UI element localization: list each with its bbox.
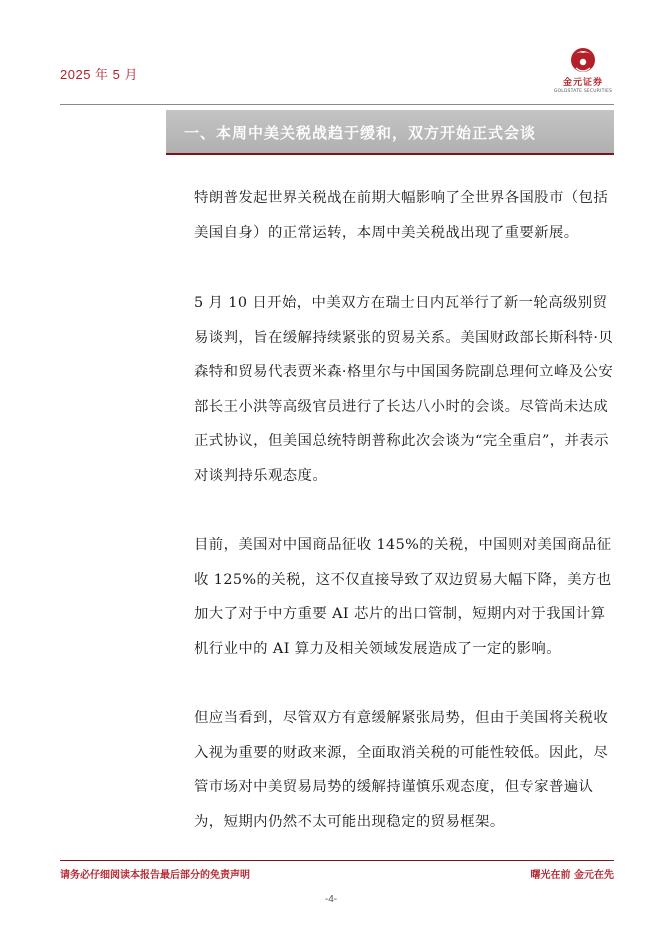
- logo-name-en: GOLDSTATE SECURITIES: [553, 89, 613, 94]
- footer-slogan: 曙光在前 金元在先: [530, 870, 614, 881]
- section-title: 一、本周中美关税战趋于缓和，双方开始正式会谈: [184, 124, 537, 142]
- header-divider: [60, 104, 614, 105]
- paragraph-intro: 特朗普发起世界关税战在前期大幅影响了全世界各国股市（包括美国自身）的正常运转，本周中美关税战出现了重要新展。: [194, 190, 609, 241]
- footer-disclaimer: 请务必仔细阅读本报告最后部分的免责声明: [60, 870, 250, 881]
- report-date: 2025 年 5 月: [60, 67, 138, 82]
- paragraph-talks: 5 月 10 日开始，中美双方在瑞士日内瓦举行了新一轮高级别贸易谈判，旨在缓解持续紧张的贸易关系。美国财政部长斯科特·贝森特和贸易代表贾米森·格里尔与中国国务院副总理何立峰及公安部长王小洪等高级官员进行了长达八小时的会谈。尽管尚未达成正式协议，但美国总统特朗普称此次会谈为“完全重启”，并表示对谈判持乐观态度。: [194, 295, 614, 484]
- jinyuan-securities-logo-icon: [566, 44, 600, 74]
- page-number: -4-: [324, 894, 338, 905]
- section-heading-bar: [166, 110, 614, 155]
- paragraph-tariffs: 目前，美国对中国商品征收 145%的关税，中国则对美国商品征收 125%的关税，这不仅直接导致了双边贸易大幅下降，美方也加大了对于中方重要 AI 芯片的出口管制，短期内对于我国计算机行业中的 AI 算力及相关领域发展造成了一定的影响。: [194, 537, 612, 657]
- footer-divider: [60, 860, 614, 861]
- logo-name-cn: 金元证券: [562, 78, 603, 88]
- paragraph-outlook: 但应当看到，尽管双方有意缓解紧张局势，但由于美国将关税收入视为重要的财政来源，全面取消关税的可能性较低。因此，尽管市场对中美贸易局势的缓解持谨慎乐观态度，但专家普遍认为，短期内仍然不太可能出现稳定的贸易框架。: [194, 710, 609, 830]
- company-logo: [548, 44, 618, 102]
